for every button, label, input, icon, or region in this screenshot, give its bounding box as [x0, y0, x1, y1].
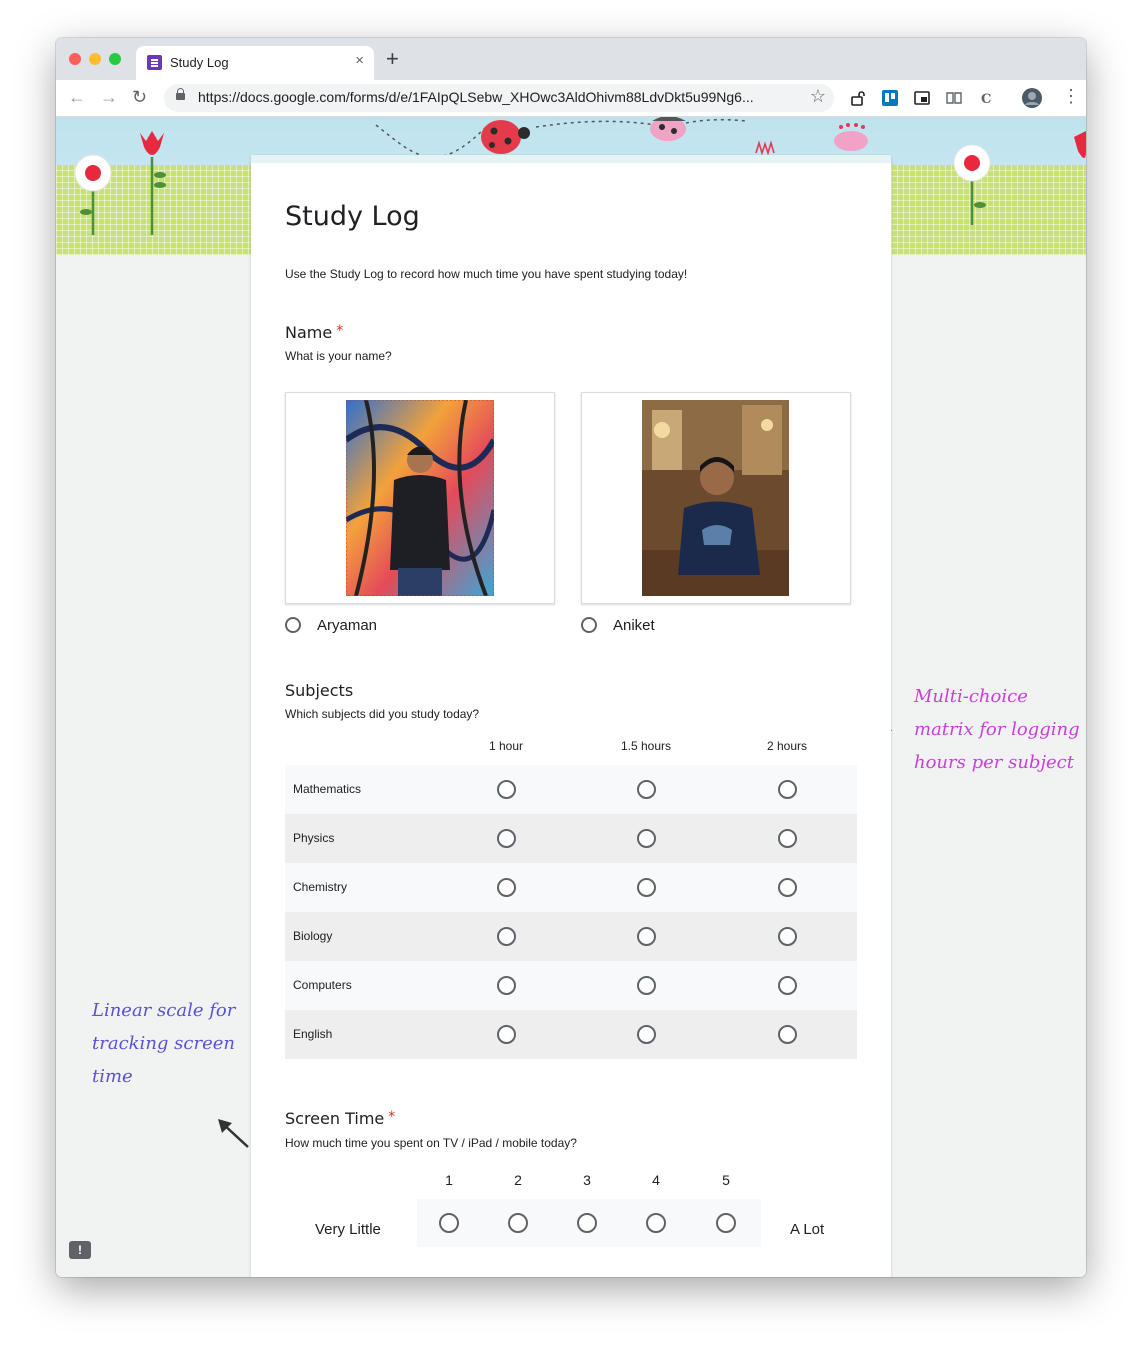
- aniket-photo: [642, 400, 789, 596]
- grid-radio-computers-1-hour[interactable]: [497, 976, 516, 995]
- page-content: [56, 117, 1086, 1277]
- close-window-button[interactable]: [69, 53, 81, 65]
- bookmark-star-icon[interactable]: ☆: [809, 86, 826, 106]
- extension-lock-icon[interactable]: [850, 90, 866, 106]
- annotation-scale-line-1: Linear scale for: [92, 1000, 236, 1021]
- profile-avatar[interactable]: [1022, 88, 1042, 108]
- grid-row-computers: [285, 961, 857, 1010]
- arrow-up-left-icon: [216, 1117, 252, 1151]
- new-tab-button[interactable]: +: [386, 46, 399, 71]
- ladybug-pink-icon: [650, 117, 686, 141]
- address-bar[interactable]: [164, 84, 834, 112]
- grid-radio-biology-1-hour[interactable]: [497, 927, 516, 946]
- scale-number-4: 4: [652, 1172, 660, 1188]
- option-image-card-aniket[interactable]: [581, 392, 851, 604]
- grid-radio-biology-2-hours[interactable]: [778, 927, 797, 946]
- option-image-card-aryaman[interactable]: [285, 392, 555, 604]
- grid-radio-english-1-hour[interactable]: [497, 1025, 516, 1044]
- grid-radio-physics-1-hour[interactable]: [497, 829, 516, 848]
- c-extension-icon[interactable]: [978, 90, 994, 106]
- grid-column-1-hour: 1 hour: [488, 739, 524, 753]
- report-feedback-icon[interactable]: !: [69, 1241, 91, 1259]
- grid-radio-chemistry-1-hour[interactable]: [497, 878, 516, 897]
- annotation-matrix-line-2: matrix for logging: [914, 719, 1080, 740]
- browser-window: [56, 38, 1086, 1277]
- aryaman-photo: [346, 400, 494, 596]
- scale-number-2: 2: [514, 1172, 522, 1188]
- radio-aryaman[interactable]: [285, 617, 301, 633]
- scale-low-label: Very Little: [315, 1221, 381, 1238]
- screen-time-question-help: How much time you spent on TV / iPad / mobile today?: [285, 1136, 577, 1150]
- browser-menu-icon[interactable]: ⋮: [1062, 86, 1080, 106]
- annotation-matrix-line-3: hours per subject: [914, 752, 1074, 773]
- minimize-window-button[interactable]: [89, 53, 101, 65]
- grid-radio-mathematics-1-5-hours[interactable]: [637, 780, 656, 799]
- grid-row-label: Computers: [293, 978, 352, 992]
- reader-mode-icon[interactable]: [946, 90, 962, 106]
- annotation-matrix: [914, 680, 1080, 779]
- grid-column-2-hours: 2 hours: [766, 739, 808, 753]
- tab-study-log[interactable]: [136, 46, 374, 80]
- forward-button[interactable]: →: [100, 87, 118, 107]
- option-label-aniket: Aniket: [613, 617, 655, 634]
- grid-row-physics: [285, 814, 857, 863]
- grid-radio-chemistry-2-hours[interactable]: [778, 878, 797, 897]
- grid-radio-physics-2-hours[interactable]: [778, 829, 797, 848]
- scale-number-3: 3: [583, 1172, 591, 1188]
- name-question-help: What is your name?: [285, 349, 392, 363]
- scale-radio-5[interactable]: [716, 1213, 736, 1233]
- scale-radio-1[interactable]: [439, 1213, 459, 1233]
- name-question-label: Name: [285, 323, 333, 342]
- tab-strip: [56, 38, 1086, 80]
- maximize-window-button[interactable]: [109, 53, 121, 65]
- grid-radio-biology-1-5-hours[interactable]: [637, 927, 656, 946]
- annotation-matrix-line-1: Multi-choice: [914, 686, 1028, 707]
- grid-row-label: Chemistry: [293, 880, 348, 894]
- white-flower-right-icon: [954, 145, 990, 225]
- svg-text:C: C: [981, 92, 992, 106]
- google-forms-icon: [147, 55, 162, 70]
- grid-radio-computers-1-5-hours[interactable]: [637, 976, 656, 995]
- grid-radio-computers-2-hours[interactable]: [778, 976, 797, 995]
- grid-row-label: Mathematics: [293, 782, 362, 796]
- grid-radio-english-2-hours[interactable]: [778, 1025, 797, 1044]
- screen-time-question-label: Screen Time: [285, 1109, 385, 1128]
- red-tulip-right-icon: [1074, 131, 1086, 158]
- grid-radio-english-1-5-hours[interactable]: [637, 1025, 656, 1044]
- form-card: [251, 155, 891, 1277]
- subjects-question-help: Which subjects did you study today?: [285, 707, 480, 721]
- ladybug-icon: [481, 120, 530, 154]
- annotation-scale-line-3: time: [92, 1066, 133, 1087]
- grid-row-english: [285, 1010, 857, 1059]
- subjects-question-title: Subjects: [285, 681, 354, 700]
- name-question-title: [285, 323, 343, 342]
- form-title: Study Log: [285, 201, 420, 232]
- scale-number-5: 5: [722, 1172, 730, 1188]
- browser-toolbar: [56, 80, 1086, 117]
- scale-radio-4[interactable]: [646, 1213, 666, 1233]
- grid-row-label: Biology: [293, 929, 333, 943]
- grid-row-mathematics: [285, 765, 857, 814]
- reload-button[interactable]: ↻: [132, 87, 148, 107]
- tab-close-icon[interactable]: ×: [355, 52, 364, 69]
- grid-column-1-5-hours: 1.5 hours: [620, 739, 672, 753]
- grid-row-label: English: [293, 1027, 333, 1041]
- pink-flower-pot-icon: [834, 123, 868, 151]
- scale-number-1: 1: [445, 1172, 453, 1188]
- white-flower-left-icon: [75, 155, 111, 235]
- grid-radio-physics-1-5-hours[interactable]: [637, 829, 656, 848]
- scale-radio-2[interactable]: [508, 1213, 528, 1233]
- scale-radio-3[interactable]: [577, 1213, 597, 1233]
- picture-in-picture-icon[interactable]: [914, 90, 930, 106]
- lock-icon: [176, 93, 185, 100]
- grid-radio-mathematics-1-hour[interactable]: [497, 780, 516, 799]
- option-label-aryaman: Aryaman: [317, 617, 378, 634]
- required-asterisk: *: [388, 1109, 396, 1125]
- grid-radio-mathematics-2-hours[interactable]: [778, 780, 797, 799]
- grid-row-label: Physics: [293, 831, 335, 845]
- required-asterisk: *: [336, 323, 344, 339]
- grid-radio-chemistry-1-5-hours[interactable]: [637, 878, 656, 897]
- radio-aniket[interactable]: [581, 617, 597, 633]
- annotation-linear-scale: [92, 994, 235, 1093]
- tab-title: Study Log: [170, 55, 229, 70]
- scale-high-label: A Lot: [790, 1221, 825, 1238]
- form-description: Use the Study Log to record how much time you have spent studying today!: [285, 267, 688, 281]
- red-grass-tuft-icon: [756, 143, 774, 153]
- red-tulip-icon: [140, 131, 166, 235]
- back-button[interactable]: ←: [68, 87, 86, 107]
- annotation-scale-line-2: tracking screen: [92, 1033, 235, 1054]
- screen-time-question-title: [285, 1109, 395, 1128]
- trello-icon[interactable]: [882, 90, 898, 106]
- url-text[interactable]: https://docs.google.com/forms/d/e/1FAIpQLSebw_XHOwc3AldOhivm88LdvDkt5u99Ng6...: [198, 89, 754, 105]
- grid-row-chemistry: [285, 863, 857, 912]
- grid-row-biology: [285, 912, 857, 961]
